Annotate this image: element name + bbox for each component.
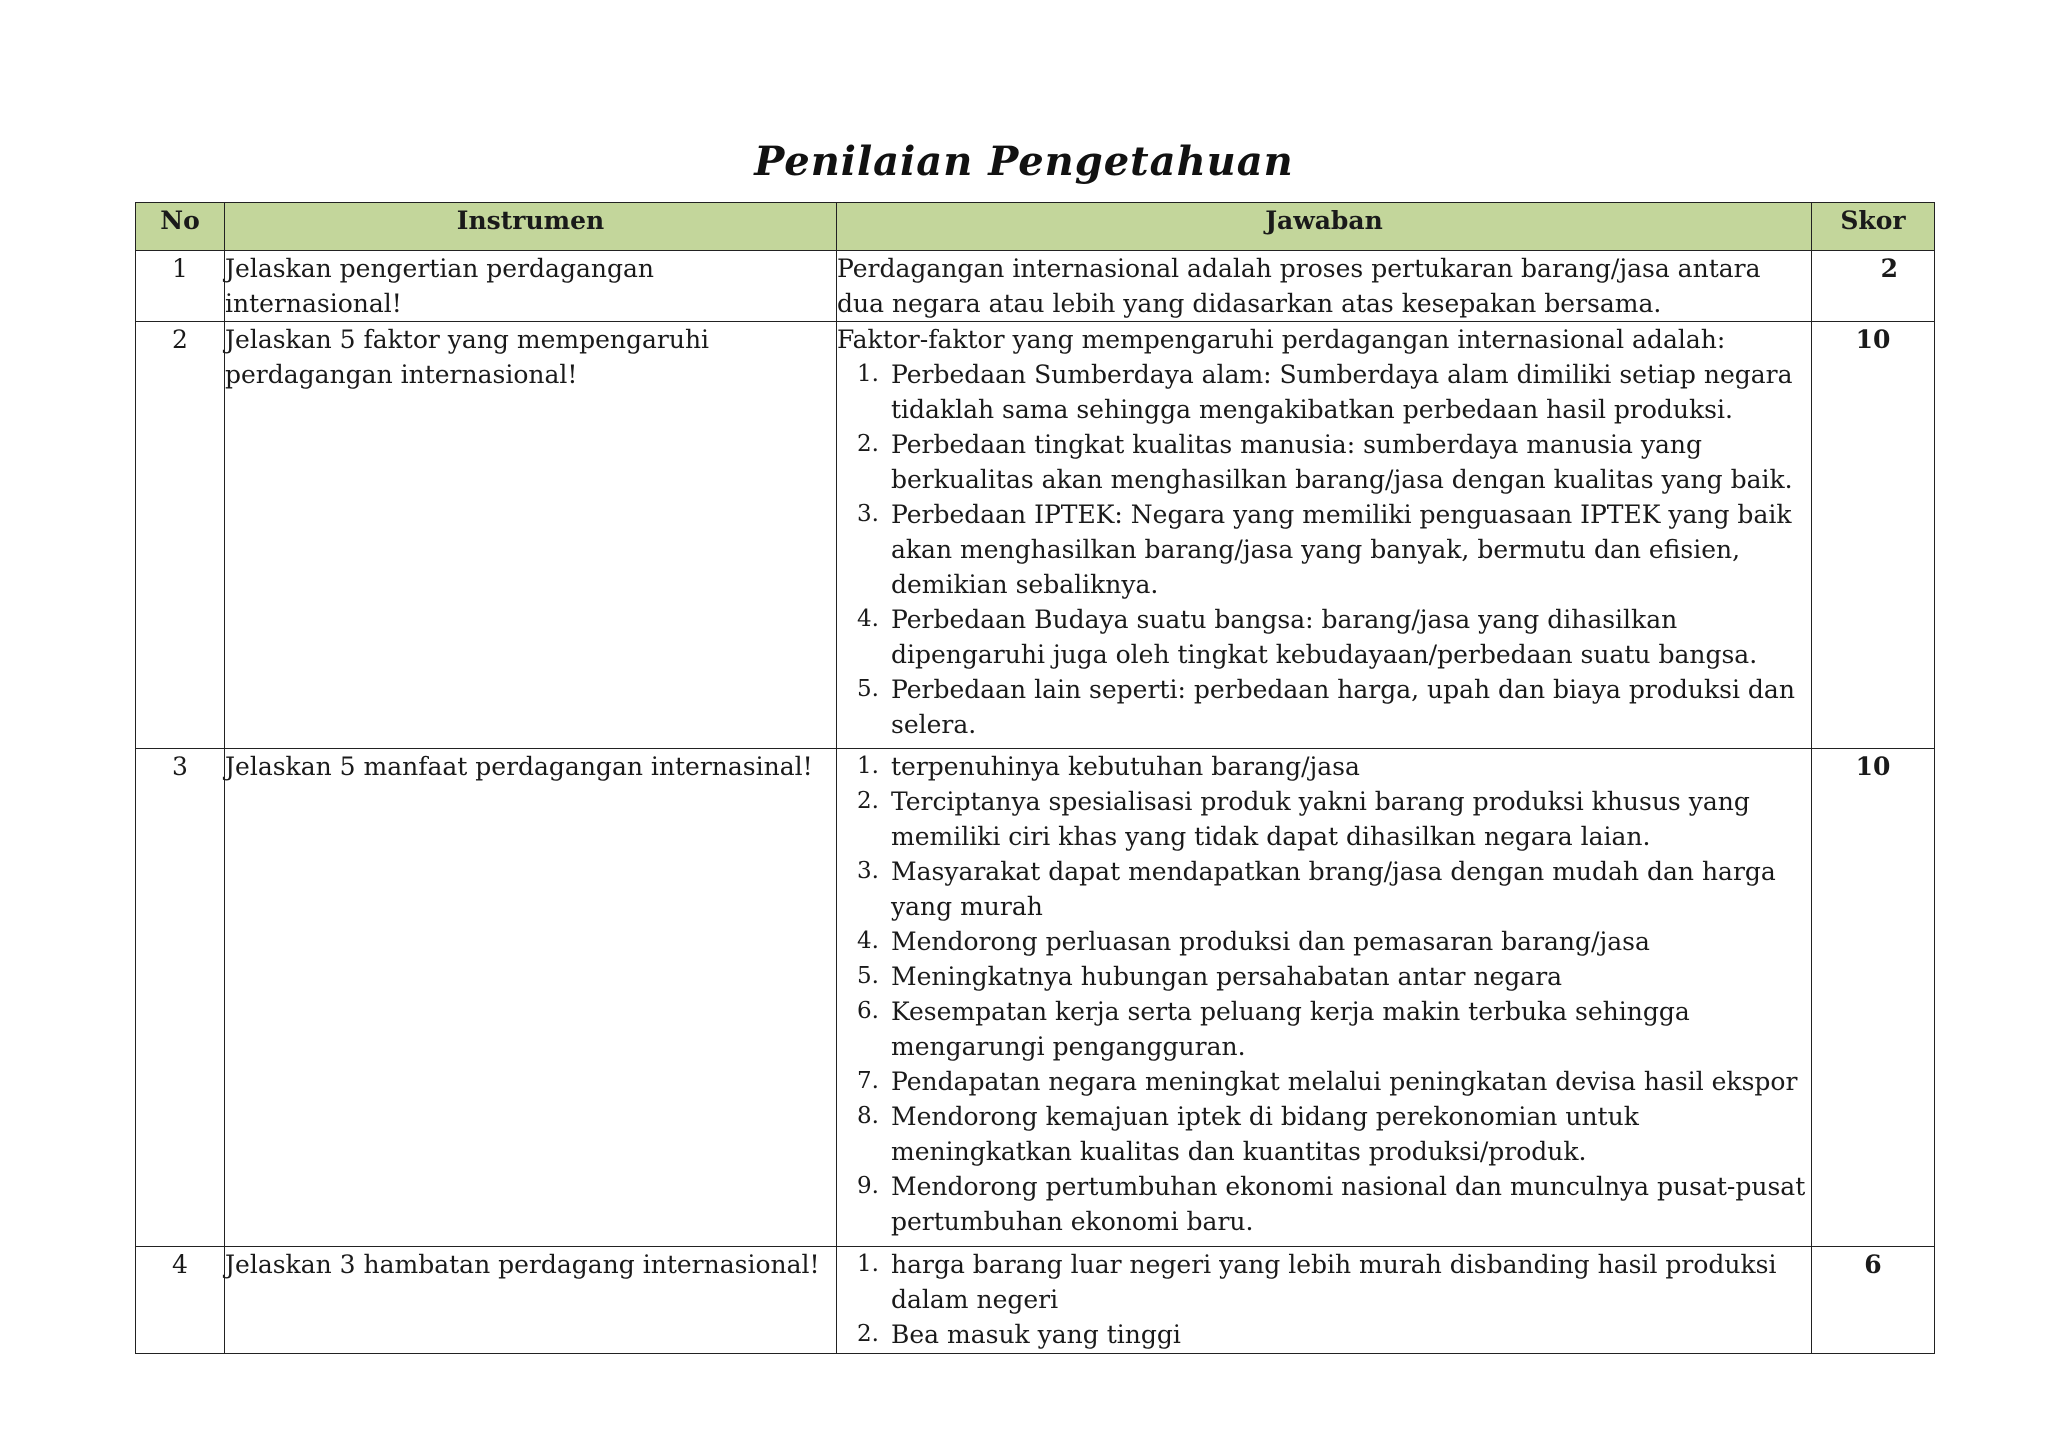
answer-list: [837, 1247, 1811, 1352]
score: 10: [1812, 322, 1935, 749]
list-item: 3. Perbedaan IPTEK: Negara yang memiliki penguasaan IPTEK yang baik akan menghasilkan barang/jasa yang banyak, bermutu dan efisien, demikian sebaliknya.: [857, 500, 1792, 599]
table-header-row: [136, 203, 1935, 251]
list-item: 2. Bea masuk yang tinggi: [857, 1320, 1181, 1349]
list-item: 1. terpenuhinya kebutuhan barang/jasa: [857, 752, 1360, 781]
instrument-text: Jelaskan 5 manfaat perdagangan internasinal!: [225, 749, 837, 1247]
assessment-table: [135, 202, 1935, 1354]
answer-list: [837, 749, 1811, 1239]
answer-cell: [837, 749, 1812, 1247]
page-title: Penilaian Pengetahuan: [754, 138, 1294, 185]
score: 10: [1812, 749, 1935, 1247]
answer-intro: Faktor-faktor yang mempengaruhi perdagangan internasional adalah:: [837, 325, 1726, 354]
answer-cell: [837, 322, 1812, 749]
list-item: 2. Perbedaan tingkat kualitas manusia: sumberdaya manusia yang berkualitas akan menghasilkan barang/jasa dengan kualitas yang baik.: [857, 430, 1793, 494]
list-item: 3. Masyarakat dapat mendapatkan brang/jasa dengan mudah dan harga yang murah: [857, 857, 1776, 921]
table-row: [136, 322, 1935, 749]
header-jawaban: Jawaban: [837, 203, 1812, 251]
list-item: 1. harga barang luar negeri yang lebih murah disbanding hasil produksi dalam negeri: [857, 1250, 1777, 1314]
list-item: 2. Terciptanya spesialisasi produk yakni barang produksi khusus yang memiliki ciri khas yang tidak dapat dihasilkan negara laian.: [857, 787, 1750, 851]
instrument-text: Jelaskan 3 hambatan perdagang internasional!: [225, 1247, 837, 1354]
header-instrumen: Instrumen: [225, 203, 837, 251]
list-item: 4. Mendorong perluasan produksi dan pemasaran barang/jasa: [857, 927, 1650, 956]
list-item: 5. Meningkatnya hubungan persahabatan antar negara: [857, 962, 1563, 991]
table-row: [136, 749, 1935, 1247]
table-row: [136, 251, 1935, 322]
score: 2: [1812, 251, 1935, 322]
answer-list: [837, 357, 1811, 742]
list-item: 6. Kesempatan kerja serta peluang kerja makin terbuka sehingga mengarungi pengangguran.: [857, 997, 1690, 1061]
row-number: 3: [136, 749, 225, 1247]
header-no: No: [136, 203, 225, 251]
list-item: 1. Perbedaan Sumberdaya alam: Sumberdaya alam dimiliki setiap negara tidaklah sama sehingga mengakibatkan perbedaan hasil produksi.: [857, 360, 1793, 424]
instrument-text: Jelaskan 5 faktor yang mempengaruhi perdagangan internasional!: [225, 322, 837, 749]
list-item: 7. Pendapatan negara meningkat melalui peningkatan devisa hasil ekspor: [857, 1067, 1798, 1096]
instrument-text: Jelaskan pengertian perdagangan internasional!: [225, 251, 837, 322]
row-number: 2: [136, 322, 225, 749]
list-item: 8. Mendorong kemajuan iptek di bidang perekonomian untuk meningkatkan kualitas dan kuantitas produksi/produk.: [857, 1102, 1639, 1166]
score: 6: [1812, 1247, 1935, 1354]
answer-cell: [837, 251, 1812, 322]
header-skor: Skor: [1812, 203, 1935, 251]
list-item: 9. Mendorong pertumbuhan ekonomi nasional dan munculnya pusat-pusat pertumbuhan ekonomi baru.: [857, 1172, 1806, 1236]
answer-cell: [837, 1247, 1812, 1354]
row-number: 4: [136, 1247, 225, 1354]
list-item: 4. Perbedaan Budaya suatu bangsa: barang/jasa yang dihasilkan dipengaruhi juga oleh tingkat kebudayaan/perbedaan suatu bangsa.: [857, 605, 1758, 669]
answer-intro: Perdagangan internasional adalah proses pertukaran barang/jasa antara dua negara atau lebih yang didasarkan atas kesepakan bersama.: [837, 254, 1761, 318]
table-row: [136, 1247, 1935, 1354]
row-number: 1: [136, 251, 225, 322]
list-item: 5. Perbedaan lain seperti: perbedaan harga, upah dan biaya produksi dan selera.: [857, 675, 1795, 739]
